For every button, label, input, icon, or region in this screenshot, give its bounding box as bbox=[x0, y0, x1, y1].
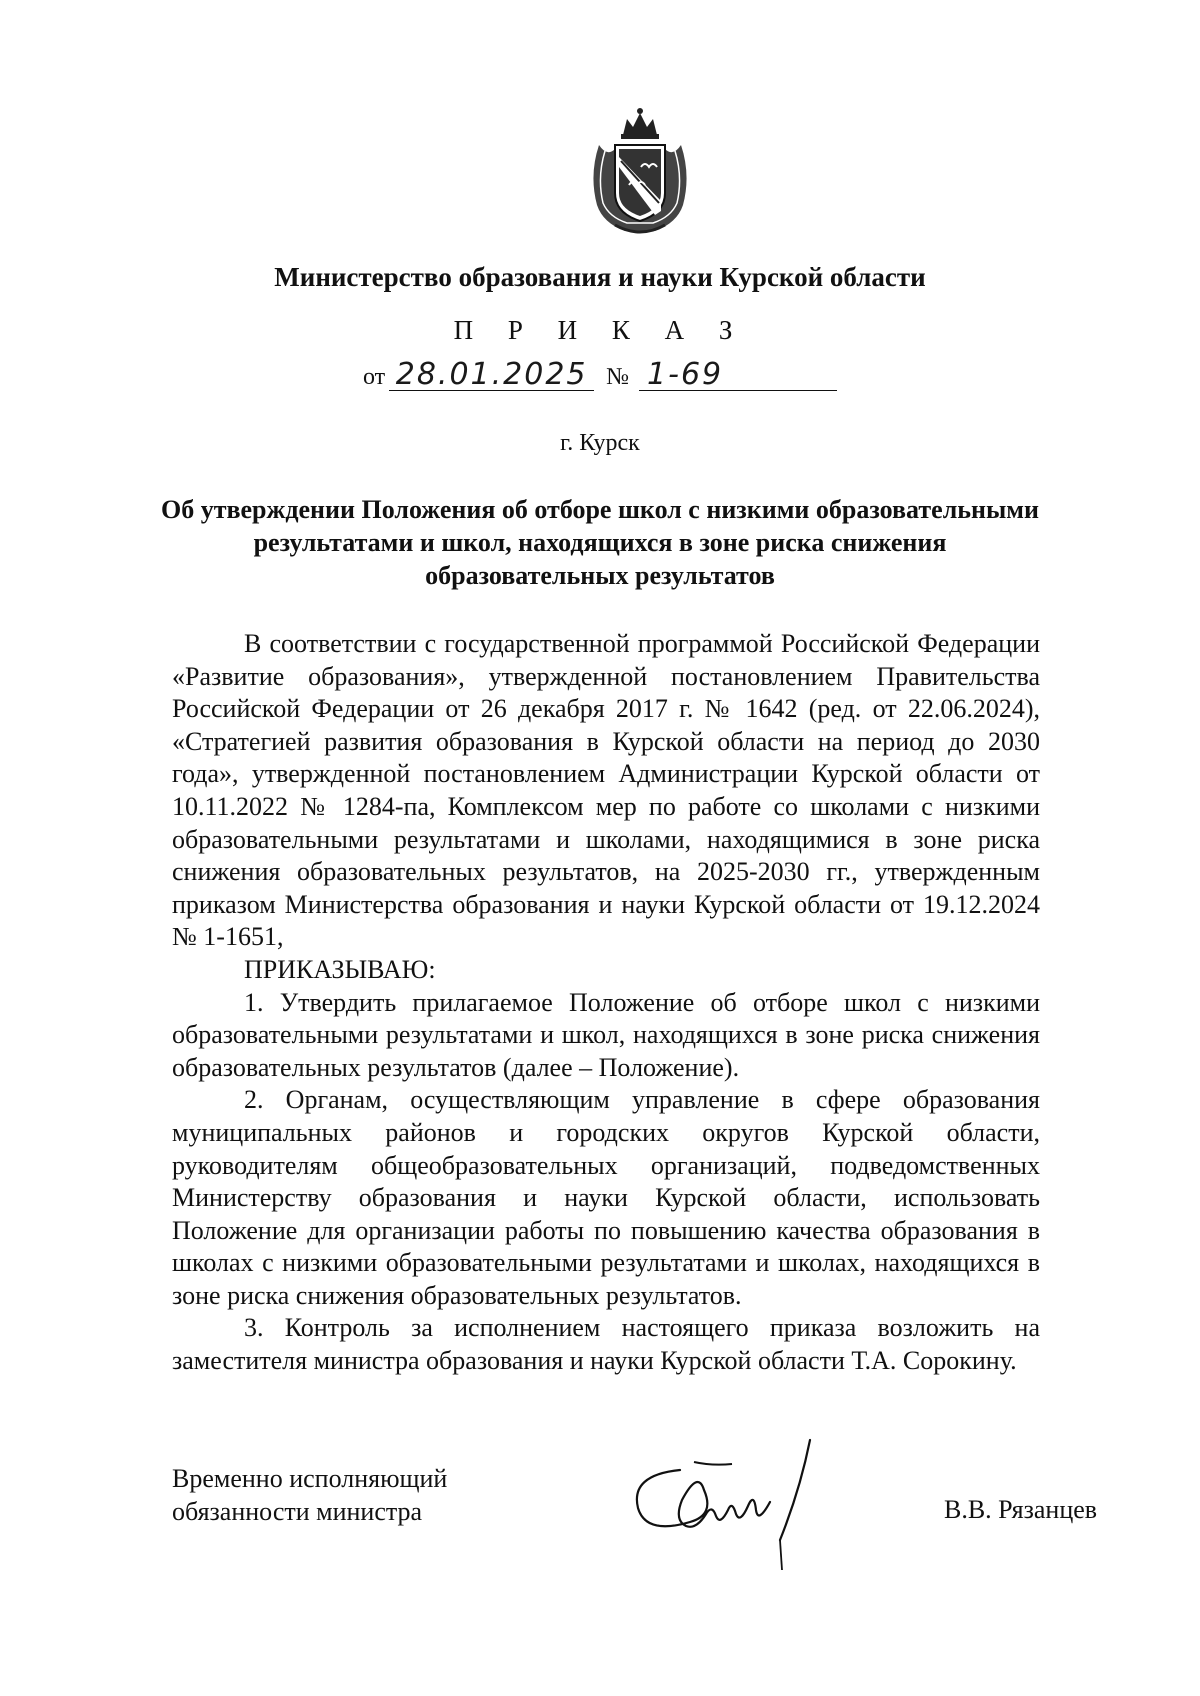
document-type: П Р И К А З bbox=[453, 315, 747, 345]
order-date-number-line bbox=[0, 357, 1200, 392]
document-title: Об утверждении Положения об отборе школ с низкими образовательными результатами и школ, находящихся в зоне риска снижения образовательных результатов bbox=[160, 495, 1040, 590]
date-prefix: от bbox=[362, 364, 386, 390]
order-item-2: 2. Органам, осуществляющим управление в сфере образования муниципальных районов и городских округов Курской области, руководителям общеобразовательных организаций, подведомственных Министерству образования и науки Курской области, использовать Положение для организации работы по повышению качества образования в школах с низкими образовательными результатами и школах, находящихся в зоне риска снижения образовательных результатов. bbox=[172, 1085, 1040, 1310]
coat-of-arms-icon bbox=[585, 105, 695, 240]
document-body bbox=[172, 628, 1040, 1378]
order-item-3: 3. Контроль за исполнением настоящего приказа возложить на заместителя министра образования и науки Курской области Т.А. Сорокину. bbox=[172, 1313, 1040, 1376]
ministry-name: Министерство образования и науки Курской области bbox=[274, 262, 926, 292]
order-keyword: ПРИКАЗЫВАЮ: bbox=[244, 954, 436, 984]
order-date: 28.01.2025 bbox=[389, 360, 594, 391]
position-line-2: обязанности министра bbox=[172, 1497, 423, 1526]
number-prefix: № bbox=[606, 364, 630, 390]
order-item-1: 1. Утвердить прилагаемое Положение об отборе школ с низкими образовательными результатами и школ, находящихся в зоне риска снижения образовательных результатов (далее – Положение). bbox=[172, 987, 1040, 1082]
city: г. Курск bbox=[560, 430, 640, 456]
preamble-paragraph: В соответствии с государственной программой Российской Федерации «Развитие образования», утвержденной постановлением Правительства Российской Федерации от 26 декабря 2017 г. № 1642 (ред. от 22.06.2024), «Стратегией развития образования в Курской области на период до 2030 года», утвержденной постановлением Администрации Курской области от 10.11.2022 № 1284-па, Комплексом мер по работе со школами с низкими образовательными результатами и школами, находящимися в зоне риска снижения образовательных результатов, на 2025-2030 гг., утвержденным приказом Министерства образования и науки Курской области от 19.12.2024 № 1-1651, bbox=[172, 629, 1040, 952]
signatory-name: В.В. Рязанцев bbox=[944, 1495, 1098, 1524]
position-line-1: Временно исполняющий bbox=[172, 1464, 448, 1493]
signatory-position bbox=[172, 1462, 447, 1528]
order-number: 1-69 bbox=[639, 360, 837, 391]
handwritten-signature-icon bbox=[620, 1430, 850, 1580]
